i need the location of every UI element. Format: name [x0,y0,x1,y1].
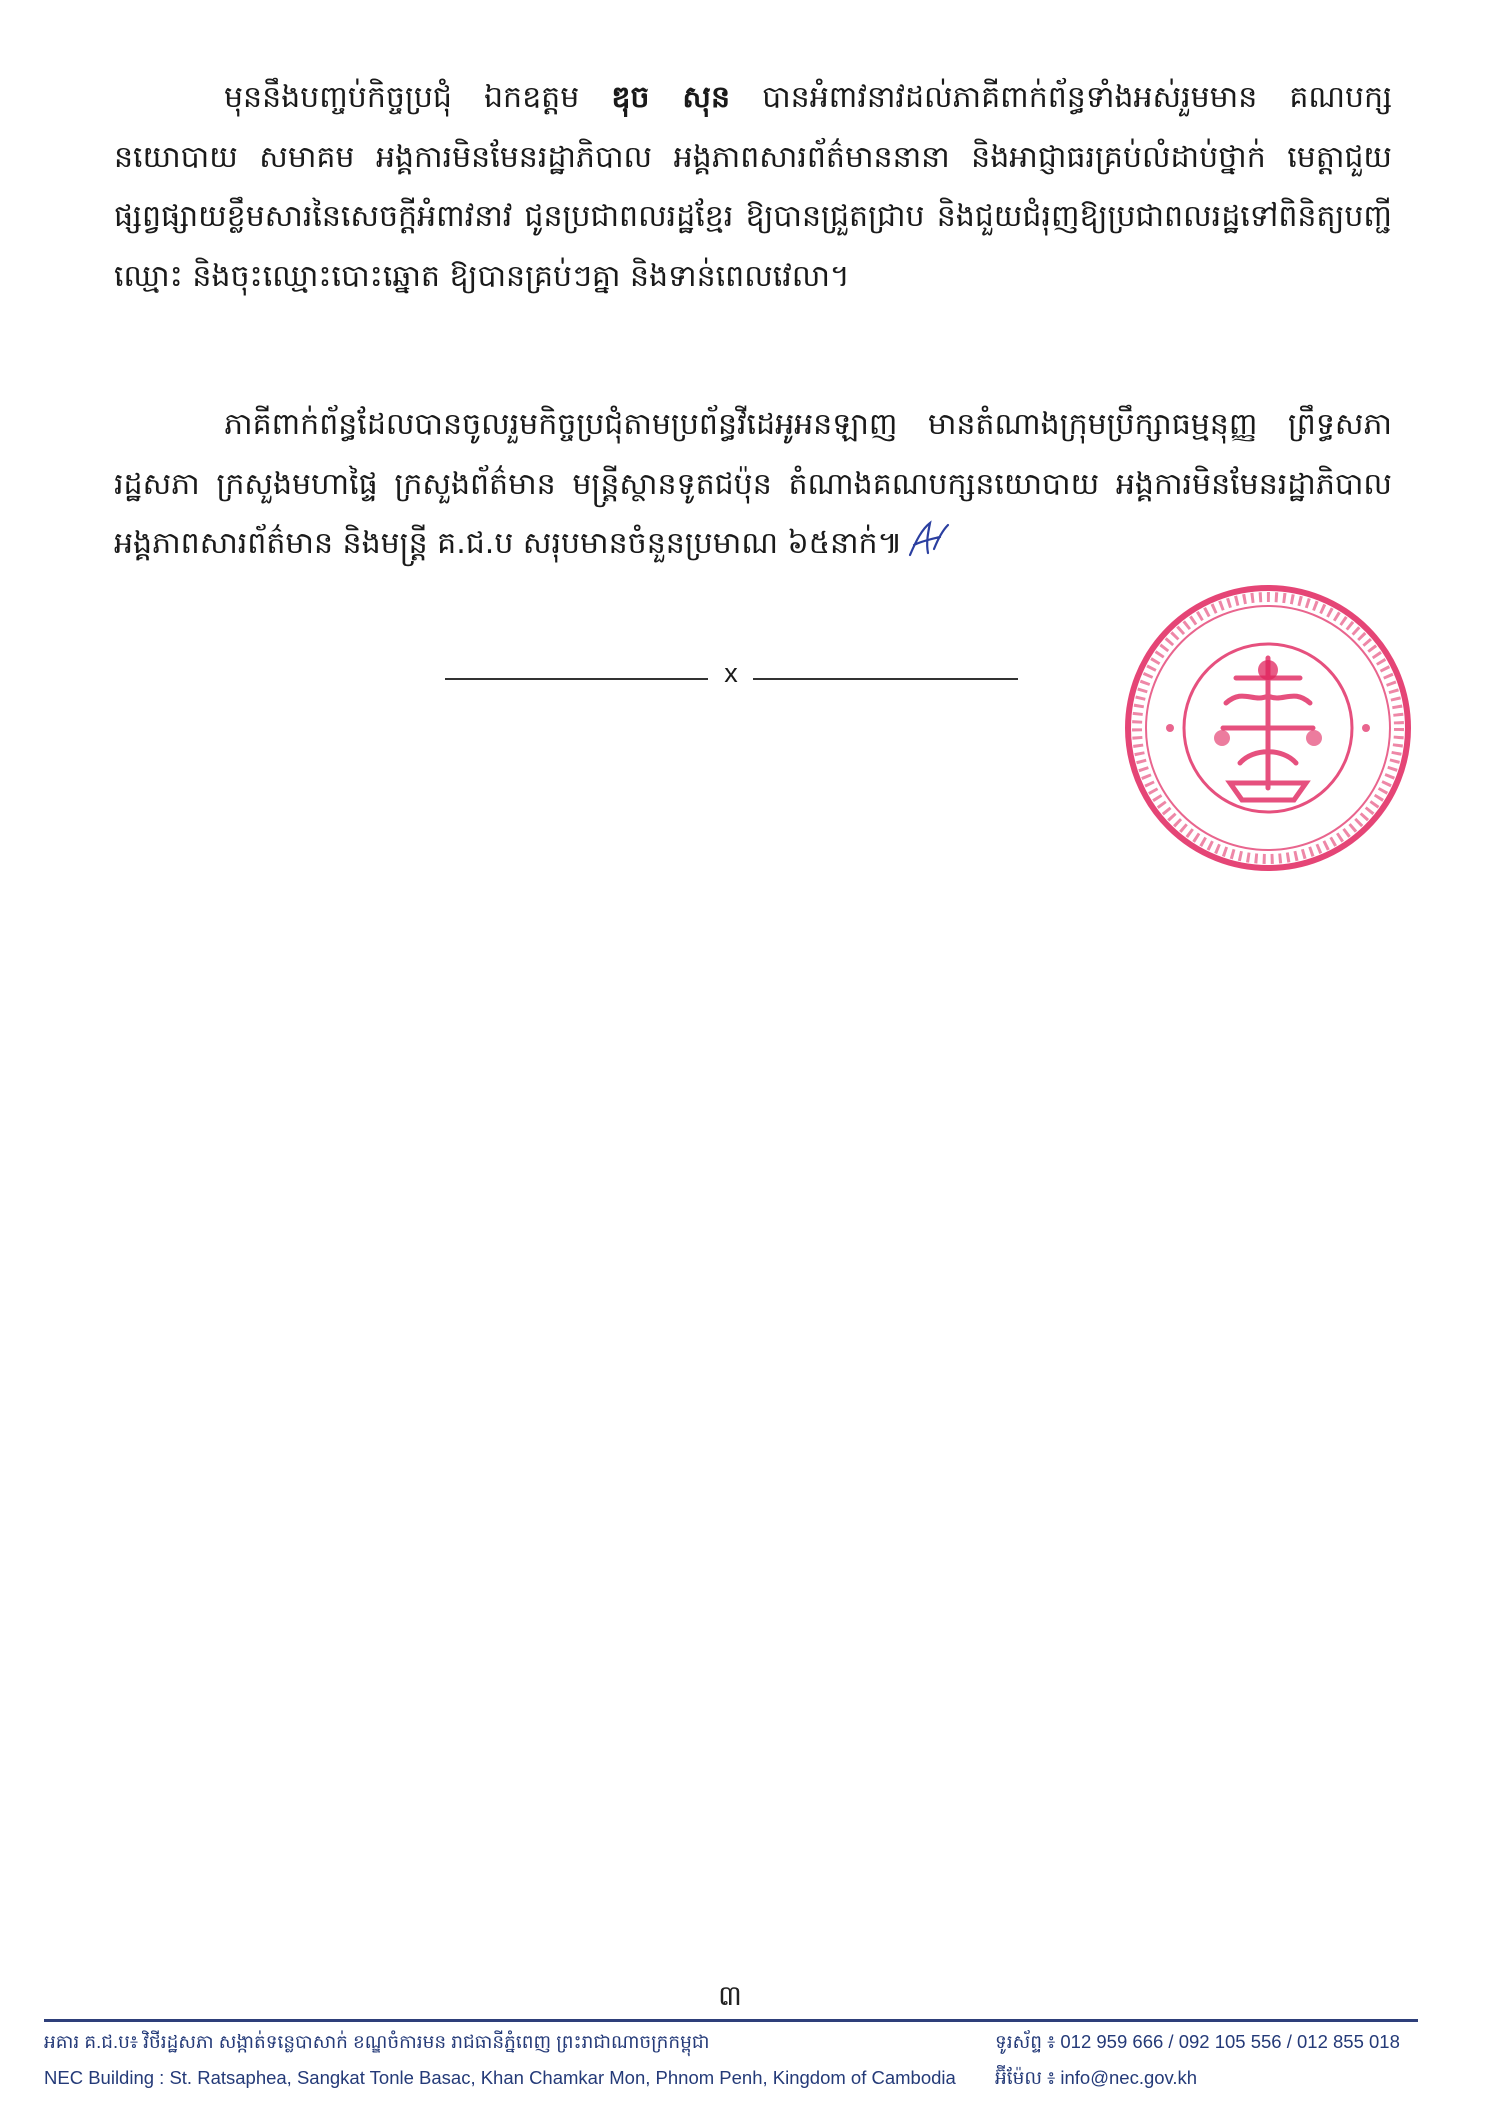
footer-email [995,2067,1197,2094]
initial-signature-icon [906,519,952,559]
footer-email-address[interactable]: info@nec.gov.kh [1060,2067,1198,2088]
paragraph1-text-before: មុននឹងបញ្ចប់កិច្ចប្រជុំ ឯកឧត្តម [224,80,612,115]
footer-phone-label: ទូរស័ព្ទ ៖ [995,2031,1056,2052]
official-seal-stamp [1118,578,1418,878]
paragraph1-text-after: បានអំពាវនាវដល់ភាគីពាក់ព័ន្ធទាំងអស់រួមមាន គណបក្សនយោបាយ សមាគម អង្គការមិនមែនរដ្ឋាភិបាល អង្គភាពសារព័ត៌មាននានា និងអាជ្ញាធរគ្រប់លំដាប់ថ្នាក់ មេត្តាជួយផ្សព្វផ្សាយខ្លឹមសារនៃសេចក្តីអំពាវនាវ ជូនប្រជាពលរដ្ឋខ្មែរ ឱ្យបានជ្រួតជ្រាប និងជួយជំរុញឱ្យប្រជាពលរដ្ឋទៅពិនិត្យបញ្ជីឈ្មោះ និងចុះឈ្មោះបោះឆ្នោត ឱ្យបានគ្រប់ៗគ្នា និងទាន់ពេលវេលា។ [114,80,1393,294]
footer-address-english: NEC Building : St. Ratsaphea, Sangkat Tonle Basac, Khan Chamkar Mon, Phnom Penh, Kingdom of Cambodia [44,2067,956,2088]
footer-phone [995,2031,1400,2058]
paragraph-announcement [114,68,1392,306]
separator-mark: x [724,658,738,688]
footer-email-label: អ៊ីម៉ែល ៖ [995,2067,1056,2088]
page-number: ៣ [718,1979,742,2012]
separator-line-left [445,678,708,680]
paragraph2-text: ភាគីពាក់ព័ន្ធដែលបានចូលរួមកិច្ចប្រជុំតាមប្រព័ន្ធវីដេអូអនឡាញ មានតំណាងក្រុមប្រឹក្សាធម្មនុញ្ញ ព្រឹទ្ធសភា រដ្ឋសភា ក្រសួងមហាផ្ទៃ ក្រសួងព័ត៌មាន មន្ត្រីស្ថានទូតជប៉ុន តំណាងគណបក្សនយោបាយ អង្គការមិនមែនរដ្ឋាភិបាល អង្គភាពសារព័ត៌មាន និងមន្ត្រី គ.ជ.ប សរុបមានចំនួនប្រមាណ ៦៥នាក់៕ [114,407,1392,561]
official-name: ឌុច សុន [611,80,731,115]
paragraph-participants [114,395,1392,574]
footer-address-khmer: អគារ គ.ជ.ប៖ វិថីរដ្ឋសភា សង្កាត់ទន្លេបាសាក់ ខណ្ឌចំការមន រាជធានីភ្នំពេញ ព្រះរាជាណាចក្រកម្ពុជា [44,2031,710,2052]
footer-phone-numbers: 012 959 666 / 092 105 556 / 012 855 018 [1060,2031,1400,2052]
separator-line-right [753,678,1018,680]
footer-divider [44,2019,1418,2022]
